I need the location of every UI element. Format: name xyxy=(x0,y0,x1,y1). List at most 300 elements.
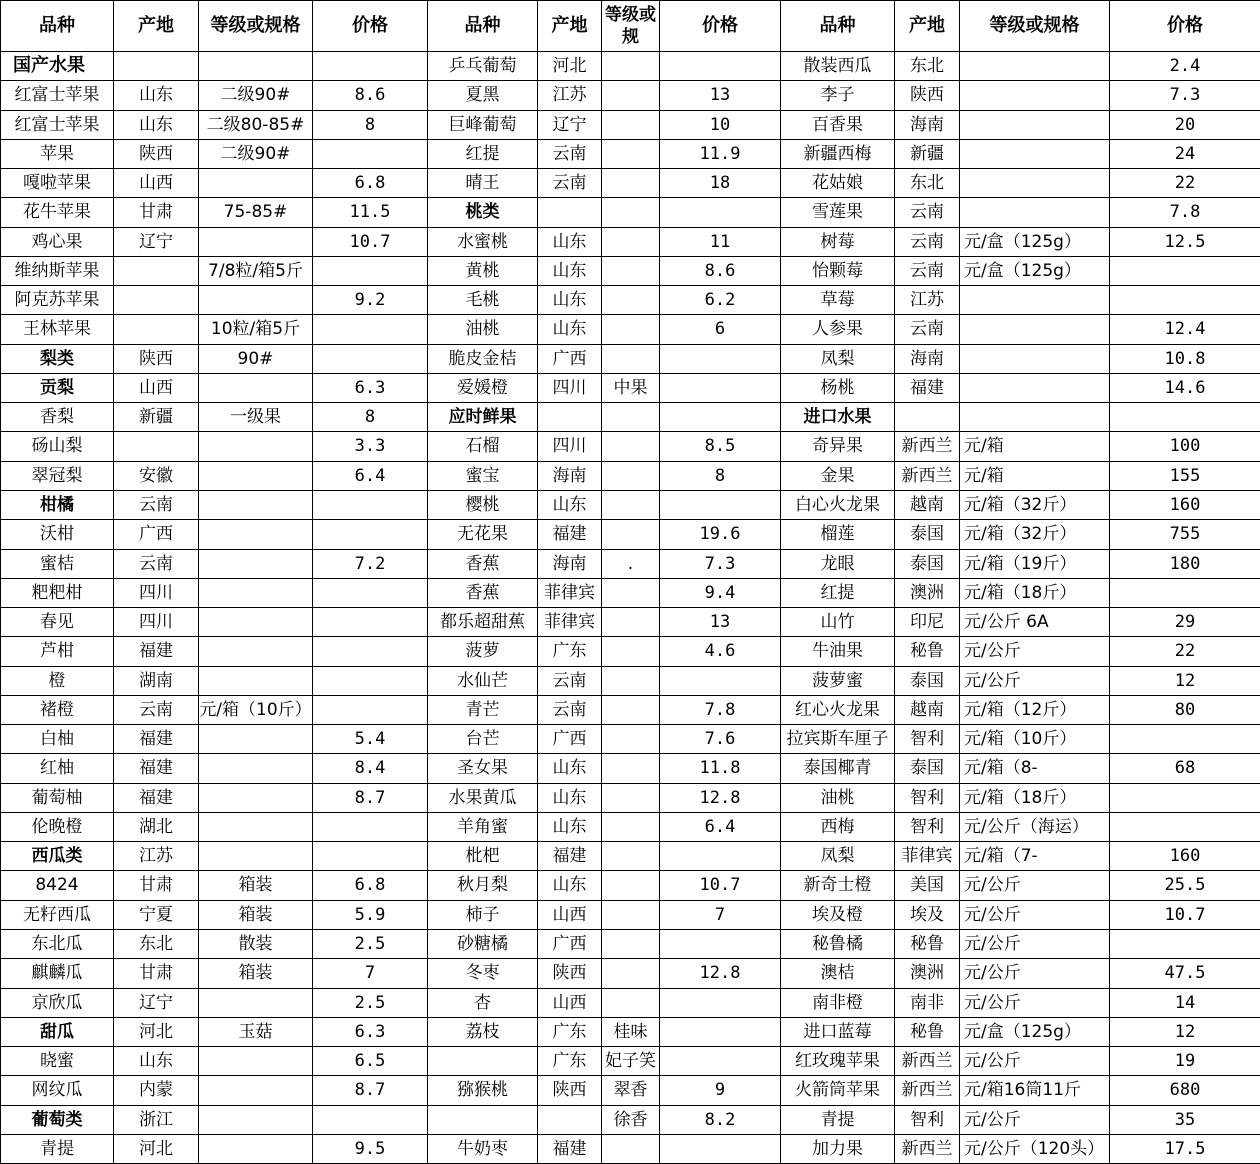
table-row xyxy=(1,1047,1260,1076)
table-cell xyxy=(660,666,781,695)
table-cell: 广东 xyxy=(538,1017,602,1046)
table-cell: 山竹 xyxy=(781,608,895,637)
table-cell: 11.5 xyxy=(313,198,428,227)
table-cell: 元/公斤 xyxy=(960,988,1110,1017)
table-cell: 褚橙 xyxy=(1,695,114,724)
col-header-variety: 品种 xyxy=(781,1,895,52)
table-cell xyxy=(199,783,313,812)
table-cell: 10粒/箱5斤 xyxy=(199,315,313,344)
table-cell: 2.5 xyxy=(313,988,428,1017)
table-cell: 11 xyxy=(660,227,781,256)
table-cell xyxy=(602,286,660,315)
table-cell: 四川 xyxy=(114,608,199,637)
table-cell: 伦晚橙 xyxy=(1,812,114,841)
table-cell: 元/箱（10斤） xyxy=(199,695,313,724)
table-cell xyxy=(114,315,199,344)
table-cell: 进口水果 xyxy=(781,403,895,432)
table-cell: 人参果 xyxy=(781,315,895,344)
table-cell: 内蒙 xyxy=(114,1076,199,1105)
table-cell: 5.4 xyxy=(313,725,428,754)
table-row xyxy=(1,666,1260,695)
table-cell: 云南 xyxy=(114,549,199,578)
table-cell xyxy=(199,432,313,461)
table-row xyxy=(1,900,1260,929)
table-cell xyxy=(313,812,428,841)
table-cell: 新疆 xyxy=(895,139,960,168)
col-header-origin: 产地 xyxy=(538,1,602,52)
table-row xyxy=(1,549,1260,578)
table-cell: 二级90# xyxy=(199,139,313,168)
table-cell: 80 xyxy=(1110,695,1260,724)
table-cell: 17.5 xyxy=(1110,1134,1260,1163)
table-cell: 花姑娘 xyxy=(781,169,895,198)
table-cell xyxy=(602,695,660,724)
table-cell: 荔枝 xyxy=(428,1017,538,1046)
table-cell: 6.8 xyxy=(313,871,428,900)
table-cell xyxy=(660,1134,781,1163)
table-cell: 桂味 xyxy=(602,1017,660,1046)
table-cell: 4.6 xyxy=(660,637,781,666)
table-cell: 元/公斤 xyxy=(960,1105,1110,1134)
table-cell: 14.6 xyxy=(1110,373,1260,402)
table-cell xyxy=(1110,256,1260,285)
table-cell: 广西 xyxy=(114,520,199,549)
table-cell: 脆皮金桔 xyxy=(428,344,538,373)
table-cell: 12 xyxy=(1110,666,1260,695)
table-cell: 6.4 xyxy=(313,461,428,490)
table-cell: 河北 xyxy=(114,1017,199,1046)
table-cell: 雪莲果 xyxy=(781,198,895,227)
table-cell: 7.8 xyxy=(660,695,781,724)
table-cell: 元/箱（18斤） xyxy=(960,783,1110,812)
table-cell xyxy=(960,198,1110,227)
table-cell xyxy=(602,198,660,227)
table-cell xyxy=(602,315,660,344)
table-cell xyxy=(199,842,313,871)
table-cell: 元/箱（32斤） xyxy=(960,520,1110,549)
table-cell: 浙江 xyxy=(114,1105,199,1134)
table-cell xyxy=(199,461,313,490)
table-row xyxy=(1,344,1260,373)
table-cell xyxy=(114,256,199,285)
table-cell: 越南 xyxy=(895,490,960,519)
table-cell: 火箭筒苹果 xyxy=(781,1076,895,1105)
table-cell: 江苏 xyxy=(895,286,960,315)
table-row xyxy=(1,929,1260,958)
table-cell: 100 xyxy=(1110,432,1260,461)
table-cell: 菲律宾 xyxy=(895,842,960,871)
table-cell: 160 xyxy=(1110,842,1260,871)
table-cell xyxy=(1110,812,1260,841)
table-cell: 河北 xyxy=(538,52,602,81)
table-cell: 元/盒（125g） xyxy=(960,1017,1110,1046)
table-cell: 东北瓜 xyxy=(1,929,114,958)
table-row xyxy=(1,1134,1260,1163)
table-cell xyxy=(602,461,660,490)
table-cell: 泰国 xyxy=(895,520,960,549)
table-cell xyxy=(602,929,660,958)
table-cell xyxy=(313,490,428,519)
table-cell: 石榴 xyxy=(428,432,538,461)
table-cell xyxy=(199,812,313,841)
table-cell: 菲律宾 xyxy=(538,608,602,637)
table-cell: 福建 xyxy=(114,725,199,754)
table-row xyxy=(1,725,1260,754)
table-cell xyxy=(960,52,1110,81)
table-cell: 8.7 xyxy=(313,1076,428,1105)
table-cell: 山东 xyxy=(538,227,602,256)
table-cell: 12 xyxy=(1110,1017,1260,1046)
table-cell: 凤梨 xyxy=(781,842,895,871)
table-cell: 22 xyxy=(1110,169,1260,198)
table-row xyxy=(1,139,1260,168)
table-cell: 苹果 xyxy=(1,139,114,168)
table-row xyxy=(1,403,1260,432)
table-cell xyxy=(660,198,781,227)
table-cell: 四川 xyxy=(538,373,602,402)
table-cell xyxy=(660,842,781,871)
table-cell: 6.8 xyxy=(313,169,428,198)
table-cell: 180 xyxy=(1110,549,1260,578)
table-cell: 元/公斤（120头） xyxy=(960,1134,1110,1163)
table-cell: 秘鲁橘 xyxy=(781,929,895,958)
table-cell: 青芒 xyxy=(428,695,538,724)
table-cell: 元/公斤 xyxy=(960,959,1110,988)
table-cell xyxy=(313,256,428,285)
table-cell xyxy=(199,1076,313,1105)
table-cell: 10.7 xyxy=(1110,900,1260,929)
table-cell: 山东 xyxy=(114,1047,199,1076)
table-cell: 泰国 xyxy=(895,666,960,695)
table-cell xyxy=(602,666,660,695)
table-cell: 陕西 xyxy=(895,81,960,110)
table-cell xyxy=(538,403,602,432)
table-cell: 3.3 xyxy=(313,432,428,461)
table-cell: 散装 xyxy=(199,929,313,958)
table-cell: 7.8 xyxy=(1110,198,1260,227)
table-cell: 中果 xyxy=(602,373,660,402)
table-cell: 元/公斤 xyxy=(960,900,1110,929)
table-cell: 南非 xyxy=(895,988,960,1017)
table-cell: 东北 xyxy=(895,169,960,198)
table-cell: 20 xyxy=(1110,110,1260,139)
table-cell: 新疆 xyxy=(114,403,199,432)
table-cell: 鸡心果 xyxy=(1,227,114,256)
table-cell: 菠萝 xyxy=(428,637,538,666)
table-cell: 35 xyxy=(1110,1105,1260,1134)
table-cell: 福建 xyxy=(114,637,199,666)
table-cell: 湖南 xyxy=(114,666,199,695)
table-cell: 羊角蜜 xyxy=(428,812,538,841)
table-cell: 元/箱（12斤） xyxy=(960,695,1110,724)
table-cell: 水蜜桃 xyxy=(428,227,538,256)
table-cell: 云南 xyxy=(895,198,960,227)
table-cell: 油桃 xyxy=(781,783,895,812)
table-cell: 元/公斤 xyxy=(960,666,1110,695)
table-cell xyxy=(660,490,781,519)
table-cell xyxy=(895,403,960,432)
table-cell xyxy=(114,432,199,461)
table-cell: 680 xyxy=(1110,1076,1260,1105)
table-cell xyxy=(602,520,660,549)
table-cell xyxy=(660,929,781,958)
table-cell: 元/盒（125g） xyxy=(960,227,1110,256)
table-cell: 红玫瑰苹果 xyxy=(781,1047,895,1076)
table-cell: 山西 xyxy=(538,988,602,1017)
table-row xyxy=(1,754,1260,783)
table-cell xyxy=(660,988,781,1017)
table-cell: 猕猴桃 xyxy=(428,1076,538,1105)
table-cell: 8 xyxy=(313,110,428,139)
table-cell: 玉菇 xyxy=(199,1017,313,1046)
table-cell xyxy=(602,783,660,812)
table-cell: 元/公斤 xyxy=(960,871,1110,900)
table-cell xyxy=(199,637,313,666)
table-cell xyxy=(199,608,313,637)
table-cell xyxy=(199,169,313,198)
table-cell: 台芒 xyxy=(428,725,538,754)
table-cell: 10.7 xyxy=(660,871,781,900)
table-cell: 陕西 xyxy=(114,139,199,168)
table-cell: 杨桃 xyxy=(781,373,895,402)
table-cell: 新西兰 xyxy=(895,432,960,461)
table-cell xyxy=(602,81,660,110)
table-cell: 梨类 xyxy=(1,344,114,373)
table-row xyxy=(1,110,1260,139)
table-row xyxy=(1,783,1260,812)
table-cell: 甘肃 xyxy=(114,198,199,227)
col-header-price: 价格 xyxy=(313,1,428,52)
table-cell xyxy=(602,637,660,666)
table-cell: 香梨 xyxy=(1,403,114,432)
table-row xyxy=(1,315,1260,344)
table-cell: 菠萝蜜 xyxy=(781,666,895,695)
table-cell: 妃子笑 xyxy=(602,1047,660,1076)
table-row xyxy=(1,81,1260,110)
table-cell: 14 xyxy=(1110,988,1260,1017)
table-cell: 2.5 xyxy=(313,929,428,958)
table-cell: 美国 xyxy=(895,871,960,900)
table-cell: 无籽西瓜 xyxy=(1,900,114,929)
col-header-variety: 品种 xyxy=(428,1,538,52)
table-cell xyxy=(660,52,781,81)
table-cell: 东北 xyxy=(114,929,199,958)
table-cell: 柑橘 xyxy=(1,490,114,519)
table-cell: 22 xyxy=(1110,637,1260,666)
col-header-grade: 等级或规 xyxy=(602,1,660,52)
table-cell: 徐香 xyxy=(602,1105,660,1134)
table-cell xyxy=(313,608,428,637)
table-cell: 湖北 xyxy=(114,812,199,841)
table-cell: 12.4 xyxy=(1110,315,1260,344)
table-cell: 拉宾斯车厘子 xyxy=(781,725,895,754)
table-cell: 山西 xyxy=(538,900,602,929)
table-row xyxy=(1,52,1260,81)
table-cell: 箱装 xyxy=(199,900,313,929)
table-cell: 海南 xyxy=(895,110,960,139)
table-cell: 牛油果 xyxy=(781,637,895,666)
table-cell: 10.7 xyxy=(313,227,428,256)
table-cell: 山东 xyxy=(538,871,602,900)
table-cell xyxy=(538,198,602,227)
table-cell: 29 xyxy=(1110,608,1260,637)
table-cell: 晓蜜 xyxy=(1,1047,114,1076)
table-cell: 贡梨 xyxy=(1,373,114,402)
table-cell: 秘鲁 xyxy=(895,929,960,958)
table-cell: 印尼 xyxy=(895,608,960,637)
table-cell: 元/箱（8- xyxy=(960,754,1110,783)
table-cell: 红提 xyxy=(428,139,538,168)
col-header-origin: 产地 xyxy=(895,1,960,52)
table-cell xyxy=(602,842,660,871)
table-row xyxy=(1,286,1260,315)
table-cell: 9 xyxy=(660,1076,781,1105)
table-cell: 山东 xyxy=(114,110,199,139)
col-header-grade: 等级或规格 xyxy=(960,1,1110,52)
table-cell xyxy=(199,725,313,754)
table-cell xyxy=(602,344,660,373)
table-cell: 维纳斯苹果 xyxy=(1,256,114,285)
table-cell: 杏 xyxy=(428,988,538,1017)
table-cell: 13 xyxy=(660,81,781,110)
table-cell xyxy=(660,1047,781,1076)
table-cell xyxy=(602,988,660,1017)
table-cell: 海南 xyxy=(895,344,960,373)
table-cell: 山东 xyxy=(538,754,602,783)
table-row xyxy=(1,842,1260,871)
table-cell: 元/箱（7- xyxy=(960,842,1110,871)
table-cell xyxy=(960,286,1110,315)
table-cell xyxy=(1110,929,1260,958)
table-cell xyxy=(313,578,428,607)
table-cell: 春见 xyxy=(1,608,114,637)
table-cell: 24 xyxy=(1110,139,1260,168)
table-cell: 10 xyxy=(660,110,781,139)
table-cell: 山东 xyxy=(538,315,602,344)
table-row xyxy=(1,461,1260,490)
table-cell: 枇杷 xyxy=(428,842,538,871)
table-cell: 箱装 xyxy=(199,959,313,988)
table-cell: 西梅 xyxy=(781,812,895,841)
table-cell: 6.4 xyxy=(660,812,781,841)
table-cell: 广西 xyxy=(538,344,602,373)
table-cell: 云南 xyxy=(114,490,199,519)
table-cell: 辽宁 xyxy=(114,227,199,256)
table-cell: 砂糖橘 xyxy=(428,929,538,958)
table-row xyxy=(1,432,1260,461)
table-cell: 进口蓝莓 xyxy=(781,1017,895,1046)
table-cell: 江苏 xyxy=(538,81,602,110)
table-cell: 毛桃 xyxy=(428,286,538,315)
table-cell: 7 xyxy=(660,900,781,929)
table-cell: 元/箱（10斤） xyxy=(960,725,1110,754)
table-cell: 澳桔 xyxy=(781,959,895,988)
table-cell: 19.6 xyxy=(660,520,781,549)
table-cell xyxy=(1110,725,1260,754)
table-cell: 新疆西梅 xyxy=(781,139,895,168)
col-header-variety: 品种 xyxy=(1,1,114,52)
table-cell: 6.5 xyxy=(313,1047,428,1076)
table-cell: 青提 xyxy=(781,1105,895,1134)
table-cell xyxy=(660,403,781,432)
table-cell xyxy=(960,403,1110,432)
table-cell: 68 xyxy=(1110,754,1260,783)
table-cell xyxy=(199,1105,313,1134)
table-cell: 山东 xyxy=(538,812,602,841)
table-cell: 国产水果 xyxy=(1,52,114,81)
table-cell: 8424 xyxy=(1,871,114,900)
table-cell: 福建 xyxy=(538,520,602,549)
table-cell: 智利 xyxy=(895,1105,960,1134)
table-cell: 山东 xyxy=(538,286,602,315)
col-header-price: 价格 xyxy=(1110,1,1260,52)
table-cell: 甜瓜 xyxy=(1,1017,114,1046)
table-cell: 8 xyxy=(660,461,781,490)
table-cell: 6.3 xyxy=(313,373,428,402)
table-cell: 云南 xyxy=(538,169,602,198)
table-cell: 9.4 xyxy=(660,578,781,607)
table-cell: 都乐超甜蕉 xyxy=(428,608,538,637)
table-cell: 陕西 xyxy=(538,1076,602,1105)
table-row xyxy=(1,1017,1260,1046)
table-cell: 8.6 xyxy=(313,81,428,110)
table-cell: 13 xyxy=(660,608,781,637)
table-cell: 南非橙 xyxy=(781,988,895,1017)
table-cell: 云南 xyxy=(538,666,602,695)
table-cell: 广西 xyxy=(538,725,602,754)
table-cell: 秘鲁 xyxy=(895,637,960,666)
table-cell: 东北 xyxy=(895,52,960,81)
table-cell xyxy=(602,169,660,198)
table-cell: 泰国 xyxy=(895,549,960,578)
table-cell xyxy=(602,959,660,988)
table-cell: 樱桃 xyxy=(428,490,538,519)
table-cell: 香蕉 xyxy=(428,549,538,578)
table-cell: 夏黑 xyxy=(428,81,538,110)
table-cell: 福建 xyxy=(114,783,199,812)
table-cell: 凤梨 xyxy=(781,344,895,373)
table-cell xyxy=(602,110,660,139)
table-cell: 18 xyxy=(660,169,781,198)
table-cell: 福建 xyxy=(538,842,602,871)
table-cell xyxy=(960,110,1110,139)
table-row xyxy=(1,520,1260,549)
table-cell: 云南 xyxy=(538,139,602,168)
table-cell: 元/公斤 6A xyxy=(960,608,1110,637)
table-row xyxy=(1,988,1260,1017)
table-cell: 埃及 xyxy=(895,900,960,929)
table-cell: 榴莲 xyxy=(781,520,895,549)
table-cell: 网纹瓜 xyxy=(1,1076,114,1105)
table-cell: 8.7 xyxy=(313,783,428,812)
table-cell: 花牛苹果 xyxy=(1,198,114,227)
table-cell: 11.9 xyxy=(660,139,781,168)
table-cell: 元/箱（18斤） xyxy=(960,578,1110,607)
table-row xyxy=(1,169,1260,198)
table-cell xyxy=(199,373,313,402)
table-cell: 牛奶枣 xyxy=(428,1134,538,1163)
table-cell: 红柚 xyxy=(1,754,114,783)
table-row xyxy=(1,1076,1260,1105)
table-cell: 8.5 xyxy=(660,432,781,461)
col-header-price: 价格 xyxy=(660,1,781,52)
table-cell: 树莓 xyxy=(781,227,895,256)
table-cell xyxy=(602,754,660,783)
table-cell xyxy=(960,81,1110,110)
table-cell xyxy=(114,52,199,81)
table-cell: 巨峰葡萄 xyxy=(428,110,538,139)
table-cell xyxy=(602,871,660,900)
